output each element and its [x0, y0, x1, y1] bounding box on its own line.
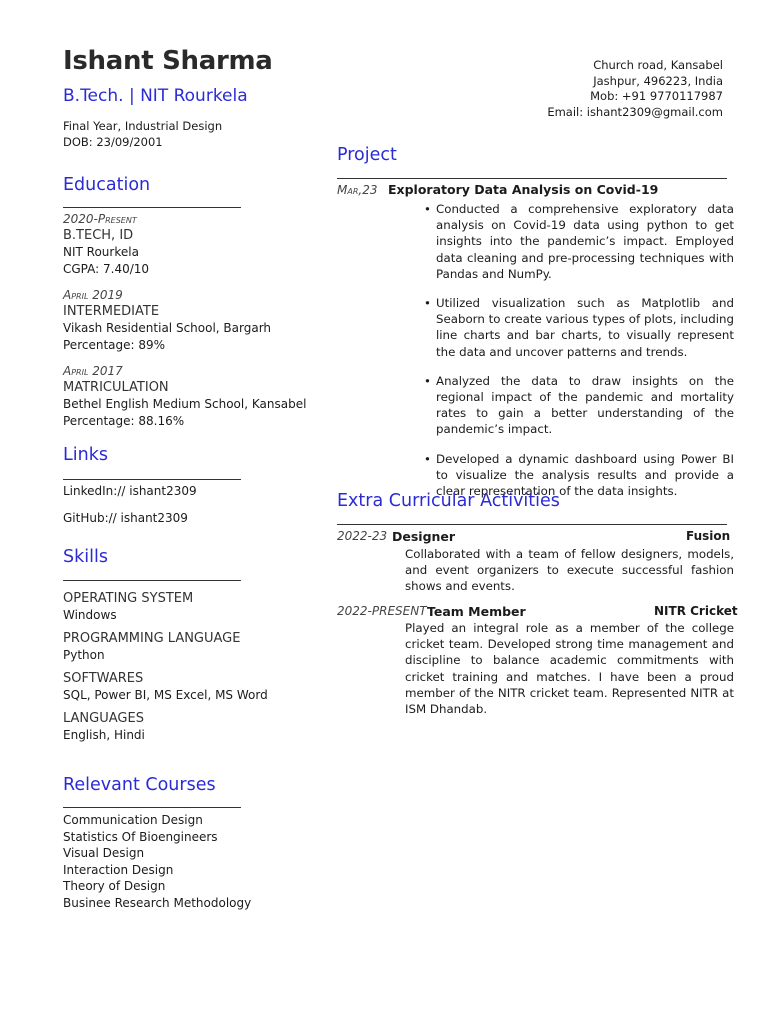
skill-category: LANGUAGES	[63, 711, 144, 726]
courses-rule	[63, 807, 241, 808]
project-bullet: • Analyzed the data to draw insights on the regional impact of the pandemic and mortality rates to gain a better understanding of the pandemic’s impact.	[436, 373, 734, 438]
skill-group	[63, 630, 240, 664]
project-date-text: Mar,23	[337, 183, 378, 197]
project-bullets	[422, 201, 734, 512]
project-title: Project	[337, 145, 397, 165]
skill-value: Python	[63, 648, 105, 662]
education-score: CGPA: 7.40/10	[63, 261, 150, 276]
education-school: Vikash Residential School, Bargarh	[63, 321, 272, 335]
education-school: Bethel English Medium School, Kansabel	[63, 397, 307, 411]
education-date: 2020-Present	[63, 212, 137, 226]
skill-category: PROGRAMMING LANGUAGE	[63, 631, 241, 646]
course-item: Theory of Design	[63, 879, 166, 893]
project-rule	[337, 178, 727, 179]
skills-rule	[63, 580, 241, 581]
education-level: INTERMEDIATE	[63, 303, 160, 319]
course-item: Businee Research Methodology	[63, 895, 252, 910]
education-entry	[63, 287, 303, 353]
contact-email[interactable]: Email: ishant2309@gmail.com	[547, 104, 723, 119]
education-date: April 2017	[63, 364, 123, 378]
course-item: Visual Design	[63, 846, 145, 860]
project-date	[337, 182, 377, 197]
extra-role: Designer	[392, 529, 456, 544]
extra-org: Fusion	[686, 529, 731, 543]
extra-rule	[337, 524, 727, 525]
skill-category: SOFTWARES	[63, 671, 144, 686]
education-score: Percentage: 88.16%	[63, 413, 185, 428]
education-entry	[63, 211, 303, 277]
skill-group	[63, 590, 193, 624]
extra-title: Extra Curricular Activities	[337, 491, 560, 511]
education-rule	[63, 207, 241, 208]
extra-desc: Played an integral role as a member of the college cricket team. Developed strong time management and discipline to balance academic commitments with cricket training and matches. I have been a proud member of the NITR cricket team. Represented NITR at ISM Dhandab.	[405, 621, 734, 717]
year-text: Final Year, Industrial Design	[63, 119, 223, 133]
courses-list	[63, 812, 251, 911]
contact-address-2: Jashpur, 496223, India	[593, 73, 723, 88]
extra-org: NITR Cricket	[654, 604, 738, 618]
skill-group	[63, 670, 268, 704]
courses-title: Relevant Courses	[63, 775, 216, 795]
education-level: MATRICULATION	[63, 379, 169, 395]
skill-group	[63, 710, 145, 744]
skill-value: English, Hindi	[63, 728, 145, 742]
education-title: Education	[63, 175, 151, 195]
extra-role: Team Member	[427, 604, 526, 619]
education-level: B.TECH, ID	[63, 227, 134, 243]
skill-category: OPERATING SYSTEM	[63, 591, 194, 606]
education-entry	[63, 363, 313, 429]
skills-title: Skills	[63, 547, 108, 567]
extra-date: 2022-PRESENT	[337, 604, 427, 618]
degree-line: B.Tech. | NIT Rourkela	[63, 86, 248, 106]
course-item: Communication Design	[63, 813, 203, 827]
skill-value: SQL, Power BI, MS Excel, MS Word	[63, 688, 268, 702]
extra-desc: Collaborated with a team of fellow designers, models, and event organizers to execute successful fashion shows and events.	[405, 547, 734, 594]
project-name: Exploratory Data Analysis on Covid-19	[388, 182, 659, 197]
personal-meta	[63, 118, 222, 150]
link-linkedin[interactable]: LinkedIn:// ishant2309	[63, 484, 197, 498]
project-bullet: • Conducted a comprehensive exploratory data analysis on Covid-19 data using python to get insights into the pandemic’s impact. Employed data cleaning and pre-processing techniques with Pandas and NumPy.	[436, 201, 734, 282]
skill-value: Windows	[63, 608, 117, 622]
links-title: Links	[63, 445, 108, 465]
contact-block	[547, 58, 723, 120]
education-date: April 2019	[63, 288, 123, 302]
education-score: Percentage: 89%	[63, 337, 166, 352]
dob-text: DOB: 23/09/2001	[63, 135, 163, 149]
project-bullet: • Utilized visualization such as Matplotlib and Seaborn to create various types of plots, including line charts and bar charts, to visually represent the data and uncover patterns and trends.	[436, 295, 734, 360]
project-bullet: • Developed a dynamic dashboard using Power BI to visualize the analysis results and provide a clear representation of the data insights.	[436, 451, 734, 500]
contact-phone: Mob: +91 9770117987	[590, 89, 723, 103]
links-rule	[63, 479, 241, 480]
resume-name: Ishant Sharma	[63, 46, 273, 76]
link-github[interactable]: GitHub:// ishant2309	[63, 511, 188, 525]
course-item: Statistics Of Bioengineers	[63, 829, 218, 844]
contact-address-1: Church road, Kansabel	[593, 58, 723, 72]
education-school: NIT Rourkela	[63, 245, 139, 259]
extra-date: 2022-23	[337, 529, 388, 543]
course-item: Interaction Design	[63, 862, 174, 877]
